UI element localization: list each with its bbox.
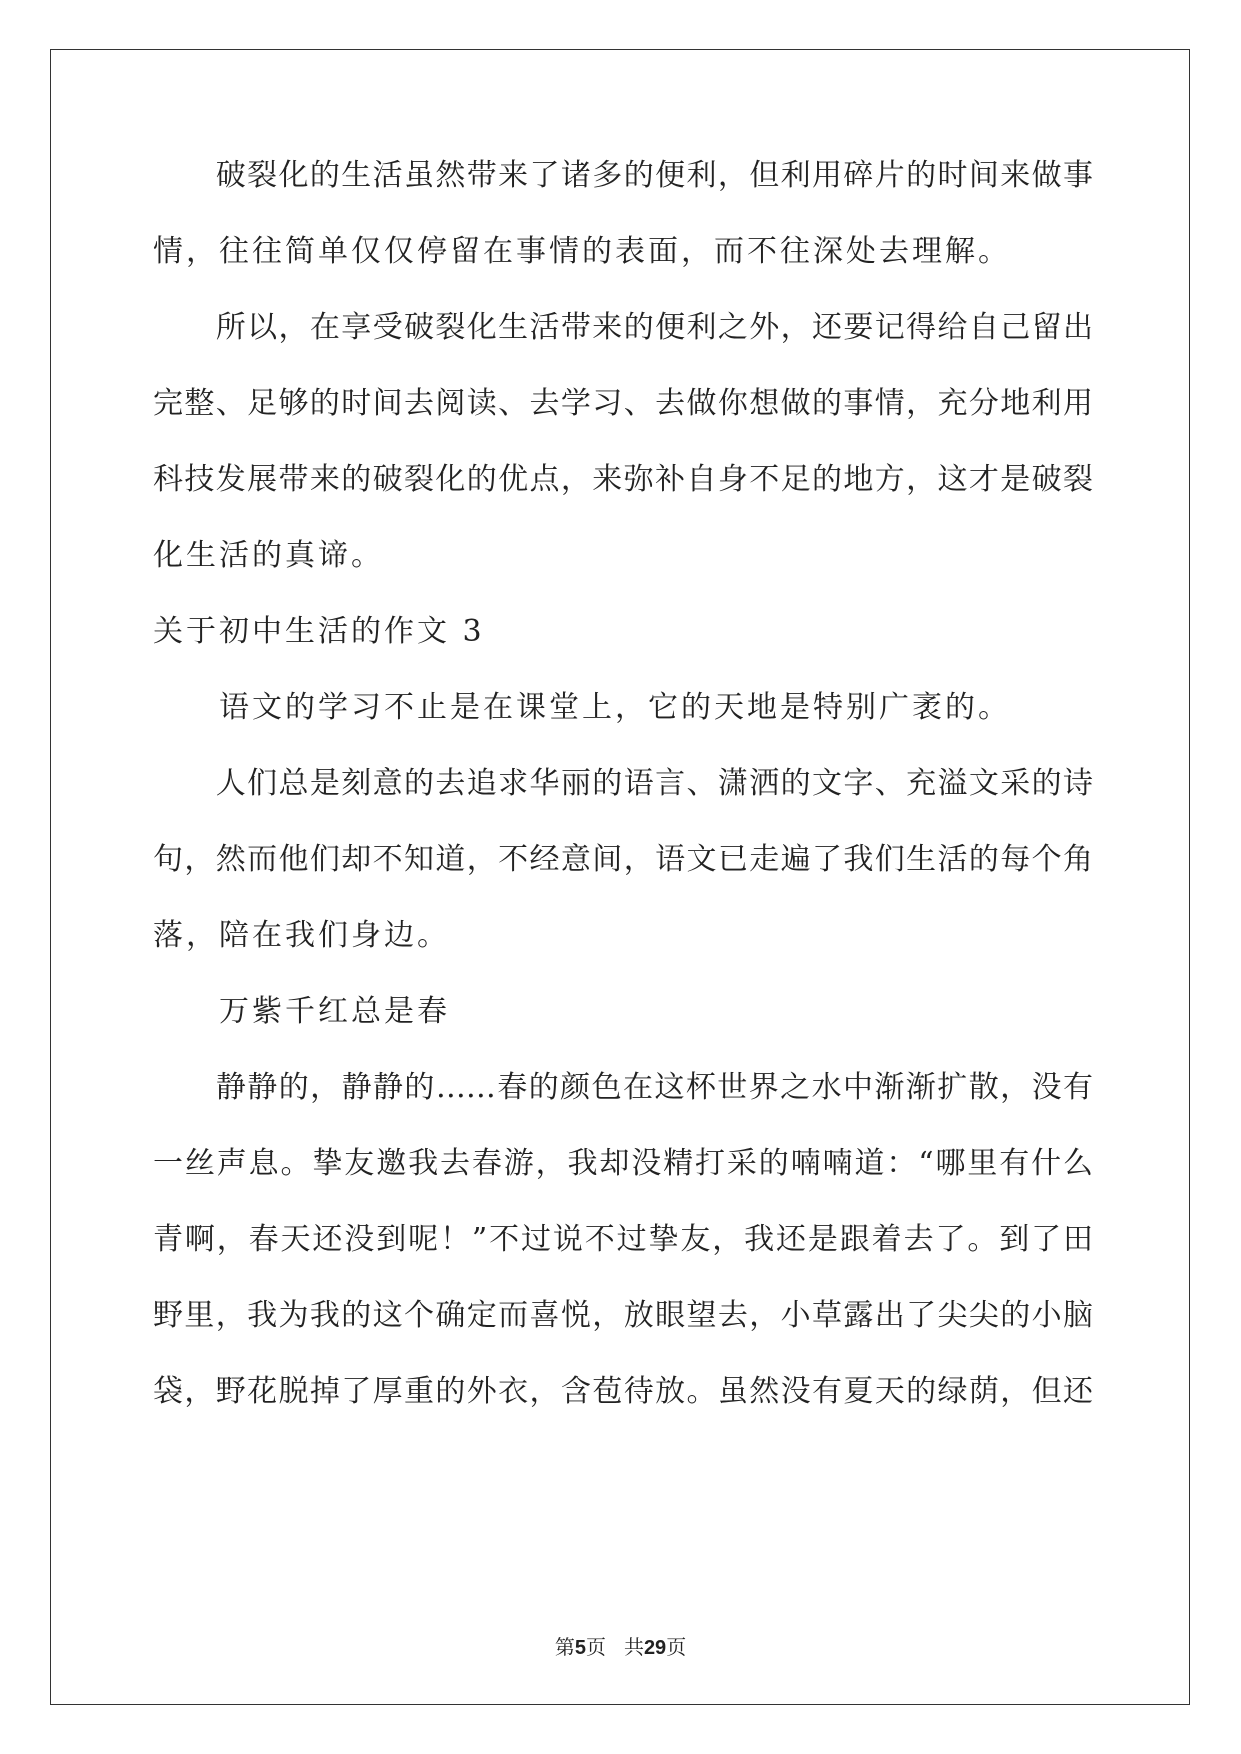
text-line: 语文的学习不止是在课堂上，它的天地是特别广袤的。 xyxy=(153,690,1011,725)
section-heading: 关于初中生活的作文 3 xyxy=(153,614,485,649)
current-page-number: 5 xyxy=(574,1637,586,1659)
page-prefix: 第 xyxy=(554,1635,575,1659)
total-suffix: 页 xyxy=(666,1635,687,1659)
text-line: 青啊，春天还没到呢！”不过说不过挚友，我还是跟着去了。到了田 xyxy=(153,1222,1093,1257)
text-line: 破裂化的生活虽然带来了诸多的便利，但利用碎片的时间来做事 xyxy=(153,158,1093,193)
text-line: 句，然而他们却不知道，不经意间，语文已走遍了我们生活的每个角 xyxy=(153,842,1093,877)
text-line: 所以，在享受破裂化生活带来的便利之外，还要记得给自己留出 xyxy=(153,310,1093,345)
page-suffix: 页 xyxy=(585,1635,606,1659)
text-line: 情，往往简单仅仅停留在事情的表面，而不往深处去理解。 xyxy=(153,234,1011,269)
total-pages-number: 29 xyxy=(643,1637,667,1659)
total-prefix: 共 xyxy=(623,1635,644,1659)
text-line: 人们总是刻意的去追求华丽的语言、潇洒的文字、充溢文采的诗 xyxy=(153,766,1093,801)
text-line: 一丝声息。挚友邀我去春游，我却没精打采的喃喃道：“哪里有什么 xyxy=(153,1146,1093,1181)
text-line: 完整、足够的时间去阅读、去学习、去做你想做的事情，充分地利用 xyxy=(153,386,1093,421)
text-line: 化生活的真谛。 xyxy=(153,538,384,573)
page-footer xyxy=(0,1634,1241,1661)
subtitle-line: 万紫千红总是春 xyxy=(153,994,450,1029)
text-line: 科技发展带来的破裂化的优点，来弥补自身不足的地方，这才是破裂 xyxy=(153,462,1093,497)
text-line: 落，陪在我们身边。 xyxy=(153,918,450,953)
text-line: 静静的，静静的……春的颜色在这杯世界之水中渐渐扩散，没有 xyxy=(153,1070,1093,1105)
text-line: 野里，我为我的这个确定而喜悦，放眼望去，小草露出了尖尖的小脑 xyxy=(153,1298,1093,1333)
text-line: 袋，野花脱掉了厚重的外衣，含苞待放。虽然没有夏天的绿荫，但还 xyxy=(153,1374,1093,1409)
